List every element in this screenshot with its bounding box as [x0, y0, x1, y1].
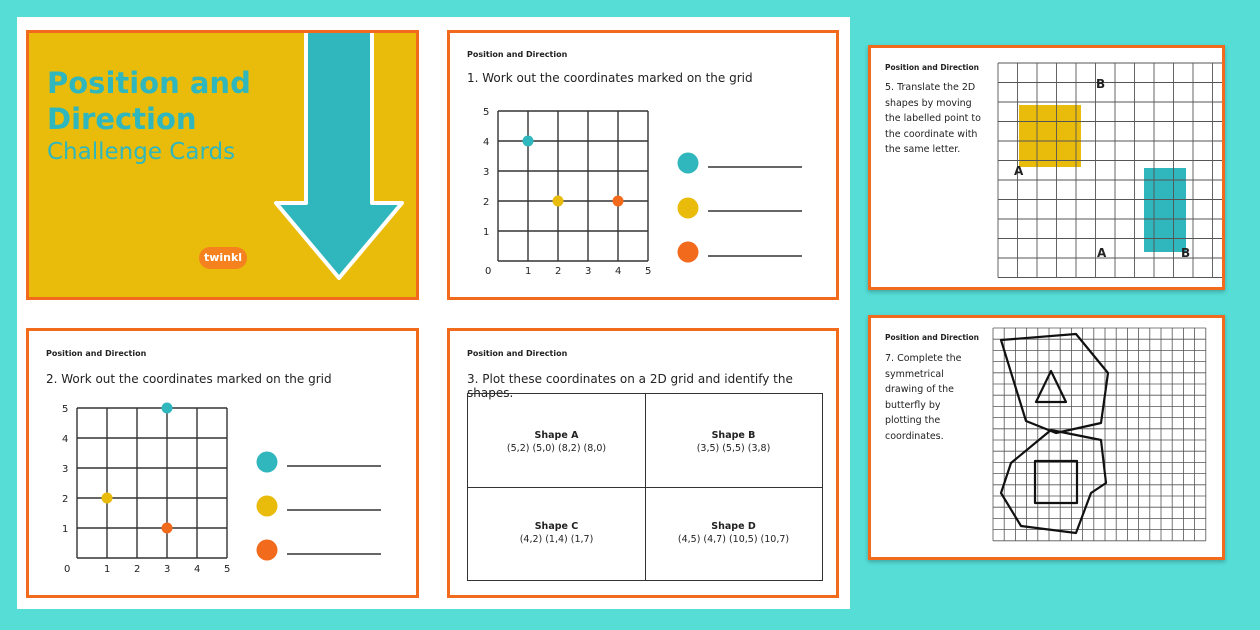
point-orange [613, 196, 624, 207]
card-7 [868, 315, 1225, 560]
card-header: Position and Direction [46, 349, 147, 358]
x-label-0: 0 [64, 564, 71, 575]
translation-grid [871, 48, 1225, 290]
butterfly-drawing [1001, 334, 1108, 533]
card-header: Position and Direction [467, 349, 568, 358]
question-2: 2. Work out the coordinates marked on the grid [46, 372, 332, 386]
y-label-4: 4 [483, 137, 490, 148]
text-line: the coordinate with [885, 128, 978, 140]
card-header: Position and Direction [885, 63, 979, 72]
card-2 [26, 328, 419, 598]
legend-yellow-dot [257, 496, 278, 517]
text-line: 7. Complete the [885, 353, 962, 364]
title-card [26, 30, 419, 300]
point-orange [162, 523, 173, 534]
text-line: the labelled point to [885, 113, 981, 124]
shape-c-coords: (4,2) (1,4) (1,7) [519, 534, 594, 545]
shape-d-coords: (4,5) (4,7) (10,5) (10,7) [677, 534, 790, 545]
coordinate-grid-2 [29, 331, 419, 598]
coordinate-grid-1 [450, 33, 839, 300]
text-line: 5. Translate the 2D [885, 82, 976, 93]
text-line: plotting the [885, 415, 941, 426]
label-a-left: A [1014, 164, 1024, 178]
y-label-2: 2 [62, 494, 69, 505]
text-line: shapes by moving [885, 97, 972, 109]
label-a-bottom: A [1097, 246, 1107, 260]
shape-d-name: Shape D [711, 521, 756, 532]
label-b-top: B [1096, 77, 1106, 91]
legend-teal-dot [678, 153, 699, 174]
x-label-2: 2 [134, 564, 141, 575]
card-header: Position and Direction [467, 50, 568, 59]
shape-a-cell [468, 394, 645, 487]
card-1 [447, 30, 839, 300]
x-label-1: 1 [525, 266, 532, 277]
subtitle: Challenge Cards [47, 139, 236, 165]
x-label-3: 3 [164, 564, 171, 575]
y-label-3: 3 [62, 464, 69, 475]
shape-b-cell [645, 394, 822, 487]
title-line-2: Direction [47, 102, 197, 136]
twinkl-logo: twinkl [199, 247, 247, 269]
shape-b-name: Shape B [711, 430, 756, 441]
label-b-bottom: B [1181, 246, 1191, 260]
y-label-1: 1 [483, 227, 490, 238]
card-header: Position and Direction [885, 333, 979, 342]
y-label-4: 4 [62, 434, 69, 445]
x-label-3: 3 [585, 266, 592, 277]
legend-orange-dot [257, 540, 278, 561]
text-line: symmetrical [885, 368, 944, 380]
card-3 [447, 328, 839, 598]
y-label-5: 5 [62, 404, 69, 415]
title-line-1: Position and [47, 66, 251, 100]
card-5 [868, 45, 1225, 290]
y-label-1: 1 [62, 524, 69, 535]
yellow-square [1019, 105, 1081, 167]
point-yellow [553, 196, 564, 207]
teal-rectangle [1144, 168, 1186, 252]
x-label-5: 5 [645, 266, 652, 277]
x-label-1: 1 [104, 564, 111, 575]
text-line: butterfly by [885, 399, 941, 411]
shape-a-name: Shape A [534, 430, 579, 441]
x-label-4: 4 [615, 266, 622, 277]
text-line: the same letter. [885, 144, 961, 155]
shape-c-name: Shape C [534, 521, 579, 532]
x-label-4: 4 [194, 564, 201, 575]
x-label-0: 0 [485, 266, 492, 277]
point-teal [523, 136, 534, 147]
question-1: 1. Work out the coordinates marked on the grid [467, 71, 753, 85]
y-label-2: 2 [483, 197, 490, 208]
point-yellow [102, 493, 113, 504]
x-label-2: 2 [555, 266, 562, 277]
legend-orange-dot [678, 242, 699, 263]
x-label-5: 5 [224, 564, 231, 575]
shape-d-cell [645, 487, 822, 580]
text-line: drawing of the [885, 384, 955, 395]
shape-a-coords: (5,2) (5,0) (8,2) (8,0) [506, 443, 607, 454]
point-teal [162, 403, 173, 414]
legend-yellow-dot [678, 198, 699, 219]
shape-c-cell [468, 487, 645, 580]
shape-b-coords: (3,5) (5,5) (3,8) [696, 443, 771, 454]
shapes-table [467, 393, 823, 581]
y-label-5: 5 [483, 107, 490, 118]
y-label-3: 3 [483, 167, 490, 178]
question-3: 3. Plot these coordinates on a 2D grid and identify the shapes. [467, 372, 793, 400]
text-line: coordinates. [885, 430, 944, 442]
legend-teal-dot [257, 452, 278, 473]
butterfly-grid [871, 318, 1225, 560]
